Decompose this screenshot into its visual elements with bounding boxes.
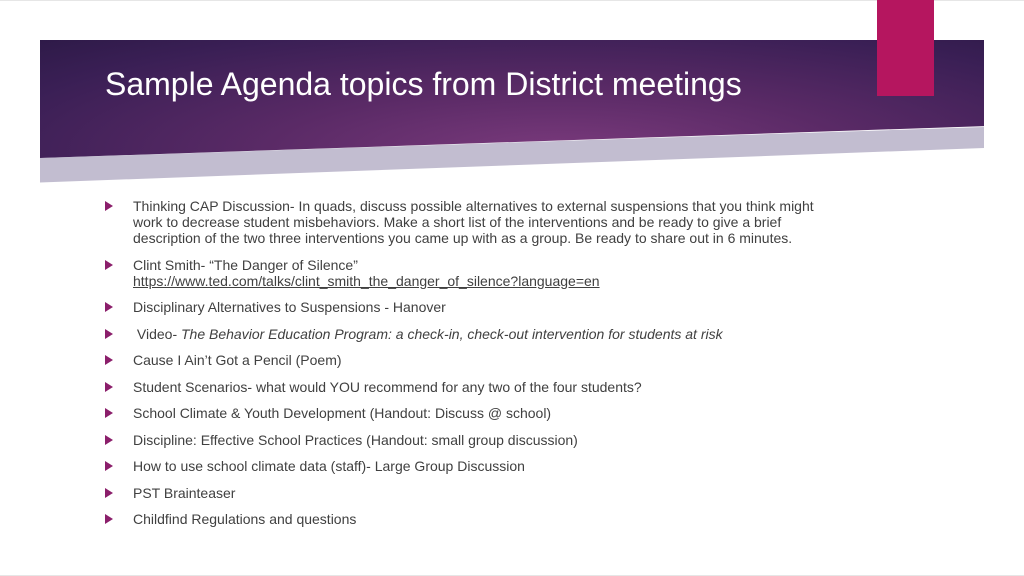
item-text: Thinking CAP Discussion- In quads, discuss possible alternatives to external suspensions that you think might work to decrease student misbehaviors. Make a short list of the interventions and be ready to give a brief description of the two three interventions you came up with as a group. Be ready to share out in 6 minutes.: [133, 198, 814, 246]
top-divider: [0, 0, 1024, 1]
triangle-right-icon: [105, 329, 113, 339]
triangle-right-icon: [105, 461, 113, 471]
item-text: Discipline: Effective School Practices (Handout: small group discussion): [133, 431, 578, 448]
accent-tab: [877, 0, 934, 96]
triangle-right-icon: [105, 260, 113, 270]
list-item: [105, 485, 845, 501]
list-item: [105, 257, 845, 289]
item-text: How to use school climate data (staff)- Large Group Discussion: [133, 458, 525, 474]
slide-title: Sample Agenda topics from District meetings: [105, 66, 742, 102]
item-text: PST Brainteaser: [133, 484, 236, 501]
video-title: The Behavior Education Program: a check-in, check-out intervention for students at risk: [181, 325, 723, 342]
item-text: School Climate & Youth Development (Handout: Discuss @ school): [133, 405, 552, 421]
list-item: [105, 352, 845, 368]
list-item: [105, 379, 845, 395]
triangle-right-icon: [105, 302, 113, 312]
triangle-right-icon: [105, 382, 113, 392]
item-prefix: Video-: [133, 325, 181, 342]
list-item: [105, 299, 845, 315]
list-item: [105, 458, 845, 474]
list-item: [105, 511, 845, 527]
triangle-right-icon: [105, 355, 113, 365]
triangle-right-icon: [105, 435, 113, 445]
triangle-right-icon: [105, 201, 113, 211]
triangle-right-icon: [105, 408, 113, 418]
list-item: [105, 198, 845, 246]
item-text: Clint Smith- “The Danger of Silence”: [133, 256, 358, 273]
item-text: Cause I Ain’t Got a Pencil (Poem): [133, 352, 342, 368]
agenda-list: [105, 198, 845, 538]
ted-talk-link[interactable]: https://www.ted.com/talks/clint_smith_the_danger_of_silence?language=en: [133, 272, 600, 289]
item-text: Disciplinary Alternatives to Suspensions - Hanover: [133, 299, 446, 315]
list-item: [105, 405, 845, 421]
list-item: [105, 432, 845, 448]
triangle-right-icon: [105, 514, 113, 524]
list-item: [105, 326, 845, 342]
triangle-right-icon: [105, 488, 113, 498]
item-text: Childfind Regulations and questions: [133, 511, 357, 527]
item-text: Student Scenarios- what would YOU recommend for any two of the four students?: [133, 378, 642, 395]
